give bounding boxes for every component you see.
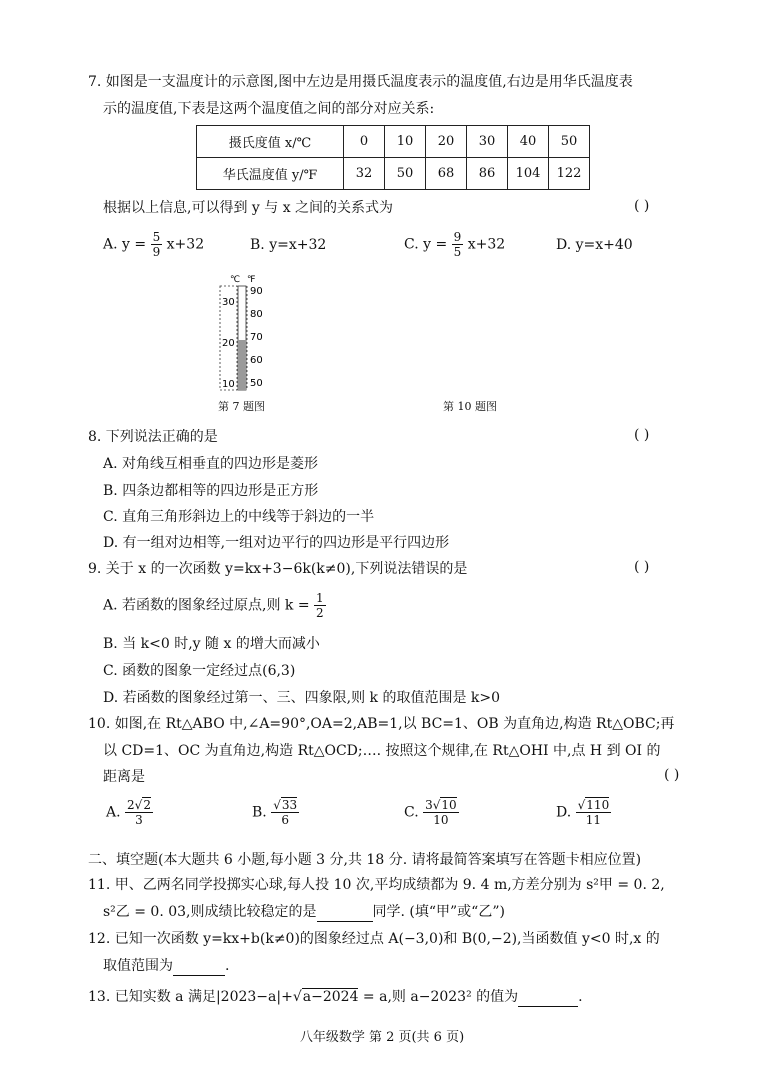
- answer-blank[interactable]: [317, 907, 373, 922]
- f-tick-label: 50: [250, 378, 263, 389]
- radicand: 33: [281, 798, 298, 812]
- radicand: a−2024: [302, 989, 359, 1005]
- radicand: 2: [143, 798, 151, 812]
- denominator: 2: [316, 606, 324, 620]
- c-tick-label: 30: [222, 297, 235, 308]
- c-tick-label: 10: [222, 379, 235, 390]
- q12-line1: 12. 已知一次函数 y=kx+b(k≠0)的图象经过点 A(−3,0)和 B(0,−2),当函数值 y<0 时,x 的: [88, 931, 660, 947]
- table-cell: 10: [385, 126, 426, 158]
- c-tick-label: 20: [222, 338, 235, 349]
- denominator: 9: [152, 245, 161, 259]
- option-label: A. y =: [103, 236, 147, 253]
- f-tick-label: 60: [250, 355, 263, 366]
- table-cell: 30: [467, 126, 508, 158]
- q10-option-a: [106, 798, 153, 827]
- q10-option-d: [556, 798, 611, 827]
- q9-option-b: B. 当 k<0 时,y 随 x 的增大而减小: [103, 636, 320, 652]
- table-cell: 摄氏度值 x/℃: [197, 126, 344, 158]
- q11-line2-text: s²乙 = 0. 03,则成绩比较稳定的是: [103, 904, 317, 920]
- numerator: √33: [273, 798, 298, 812]
- q13-line: 13. 已知实数 a 满足|2023−a|+√a−2024 = a,则 a−2023² 的值为 .: [88, 989, 583, 1005]
- q11-line1: 11. 甲、乙两名同学投掷实心球,每人投 10 次,平均成绩都为 9. 4 m,方差分别为 s²甲 = 0. 2,: [88, 877, 665, 893]
- table-cell: 50: [385, 158, 426, 190]
- figure-7-caption: 第 7 题图: [218, 400, 265, 413]
- table-cell: 32: [344, 158, 385, 190]
- numerator: 3√10: [425, 798, 457, 812]
- q9-stem: 9. 关于 x 的一次函数 y=kx+3−6k(k≠0),下列说法错误的是: [88, 561, 468, 577]
- q13-text-tail: .: [578, 989, 583, 1005]
- q10-line1: 10. 如图,在 Rt△ABO 中,∠A=90°,OA=2,AB=1,以 BC=1、OB 为直角边,构造 Rt△OBC;再: [88, 716, 675, 732]
- q8-option-a: A. 对角线互相垂直的四边形是菱形: [103, 456, 319, 472]
- table-cell: 40: [508, 126, 549, 158]
- q13-text-mid: = a,则 a−2023² 的值为: [358, 989, 519, 1005]
- figure-10-caption: 第 10 题图: [443, 400, 497, 413]
- numerator: 1: [316, 591, 324, 605]
- table-row: [197, 126, 590, 158]
- f-tick-label: 90: [250, 286, 263, 297]
- f-tick-label: 70: [250, 332, 263, 343]
- radicand: 110: [586, 798, 610, 812]
- q12-line2-tail: .: [225, 958, 230, 974]
- table-cell: 122: [549, 158, 590, 190]
- fraction: [576, 798, 612, 827]
- numerator: 5: [152, 230, 161, 244]
- celsius-unit: ℃: [230, 275, 241, 285]
- q8-option-c: C. 直角三角形斜边上的中线等于斜边的一半: [103, 509, 375, 525]
- q11-line2: [103, 902, 505, 922]
- q8-stem: 8. 下列说法正确的是: [88, 429, 218, 445]
- f-tick-label: 80: [250, 309, 263, 320]
- q12-line2: [103, 956, 229, 976]
- denominator: 10: [433, 813, 449, 827]
- fraction: [151, 230, 163, 259]
- q8-option-d: D. 有一组对边相等,一组对边平行的四边形是平行四边形: [103, 535, 450, 551]
- q11-line2-tail: 同学. (填“甲”或“乙”): [372, 904, 505, 920]
- option-label: A.: [106, 804, 121, 821]
- section-heading: 二、填空题(本大题共 6 小题,每小题 3 分,共 18 分. 请将最简答案填写在答题卡相应位置): [88, 852, 642, 868]
- answer-blank[interactable]: [173, 961, 225, 976]
- q7-option-b: B. y=x+32: [250, 237, 327, 253]
- table-cell: 68: [426, 158, 467, 190]
- numerator: 9: [453, 230, 462, 244]
- q7-option-a: [103, 230, 204, 259]
- table-cell: 华氏温度值 y/℉: [197, 158, 344, 190]
- table-cell: 86: [467, 158, 508, 190]
- fraction: [314, 591, 326, 620]
- option-tail: x+32: [467, 236, 506, 253]
- mercury-column: [238, 340, 246, 390]
- thermometer-figure: [214, 272, 274, 392]
- option-text: A. 若函数的图象经过原点,则 k =: [103, 597, 310, 614]
- denominator: 6: [281, 813, 289, 827]
- table-cell: 20: [426, 126, 467, 158]
- option-label: C.: [404, 804, 419, 821]
- denominator: 3: [135, 813, 143, 827]
- q10-option-c: [404, 798, 459, 827]
- q9-option-a: [103, 591, 326, 620]
- fraction: [452, 230, 464, 259]
- answer-paren: ( ): [634, 198, 650, 214]
- option-label: D.: [556, 804, 572, 821]
- coefficient: 3: [425, 798, 433, 812]
- q10-option-b: [252, 798, 299, 827]
- table-cell: 0: [344, 126, 385, 158]
- q7-option-d: D. y=x+40: [556, 237, 633, 253]
- q8-option-b: B. 四条边都相等的四边形是正方形: [103, 483, 319, 499]
- q10-line2: 以 CD=1、OC 为直角边,构造 Rt△OCD;…. 按照这个规律,在 Rt△OHI 中,点 H 到 OI 的: [103, 743, 661, 759]
- q10-line3: 距离是: [103, 769, 145, 785]
- q7-option-c: [404, 230, 505, 259]
- page-footer: 八年级数学 第 2 页(共 6 页): [299, 1030, 465, 1045]
- fraction: [423, 798, 459, 827]
- answer-paren: ( ): [634, 427, 650, 443]
- q7-line2: 示的温度值,下表是这两个温度值之间的部分对应关系:: [103, 101, 435, 117]
- numerator: 2√2: [127, 798, 151, 812]
- answer-blank[interactable]: [518, 992, 578, 1007]
- denominator: 11: [585, 813, 602, 827]
- q9-option-c: C. 函数的图象一定经过点(6,3): [103, 663, 296, 679]
- fraction: [125, 798, 153, 827]
- numerator: √110: [577, 798, 610, 812]
- q7-line1: 7. 如图是一支温度计的示意图,图中左边是用摄氏温度表示的温度值,右边是用华氏温度表: [88, 74, 633, 90]
- answer-paren: ( ): [664, 767, 680, 783]
- radicand: 10: [441, 798, 457, 812]
- fraction: [271, 798, 299, 827]
- q13-text: 13. 已知实数 a 满足|2023−a|+: [88, 989, 293, 1005]
- q7-stem: 根据以上信息,可以得到 y 与 x 之间的关系式为: [103, 200, 394, 216]
- q12-line2-text: 取值范围为: [103, 958, 173, 974]
- table-cell: 50: [549, 126, 590, 158]
- coefficient: 2: [127, 798, 135, 812]
- table-cell: 104: [508, 158, 549, 190]
- option-tail: x+32: [166, 236, 205, 253]
- option-label: C. y =: [404, 236, 448, 253]
- answer-paren: ( ): [634, 559, 650, 575]
- option-label: B.: [252, 804, 267, 821]
- fahrenheit-unit: ℉: [247, 275, 256, 285]
- conversion-table: [196, 125, 590, 190]
- denominator: 5: [453, 245, 462, 259]
- table-row: [197, 158, 590, 190]
- q9-option-d: D. 若函数的图象经过第一、三、四象限,则 k 的取值范围是 k>0: [103, 690, 501, 706]
